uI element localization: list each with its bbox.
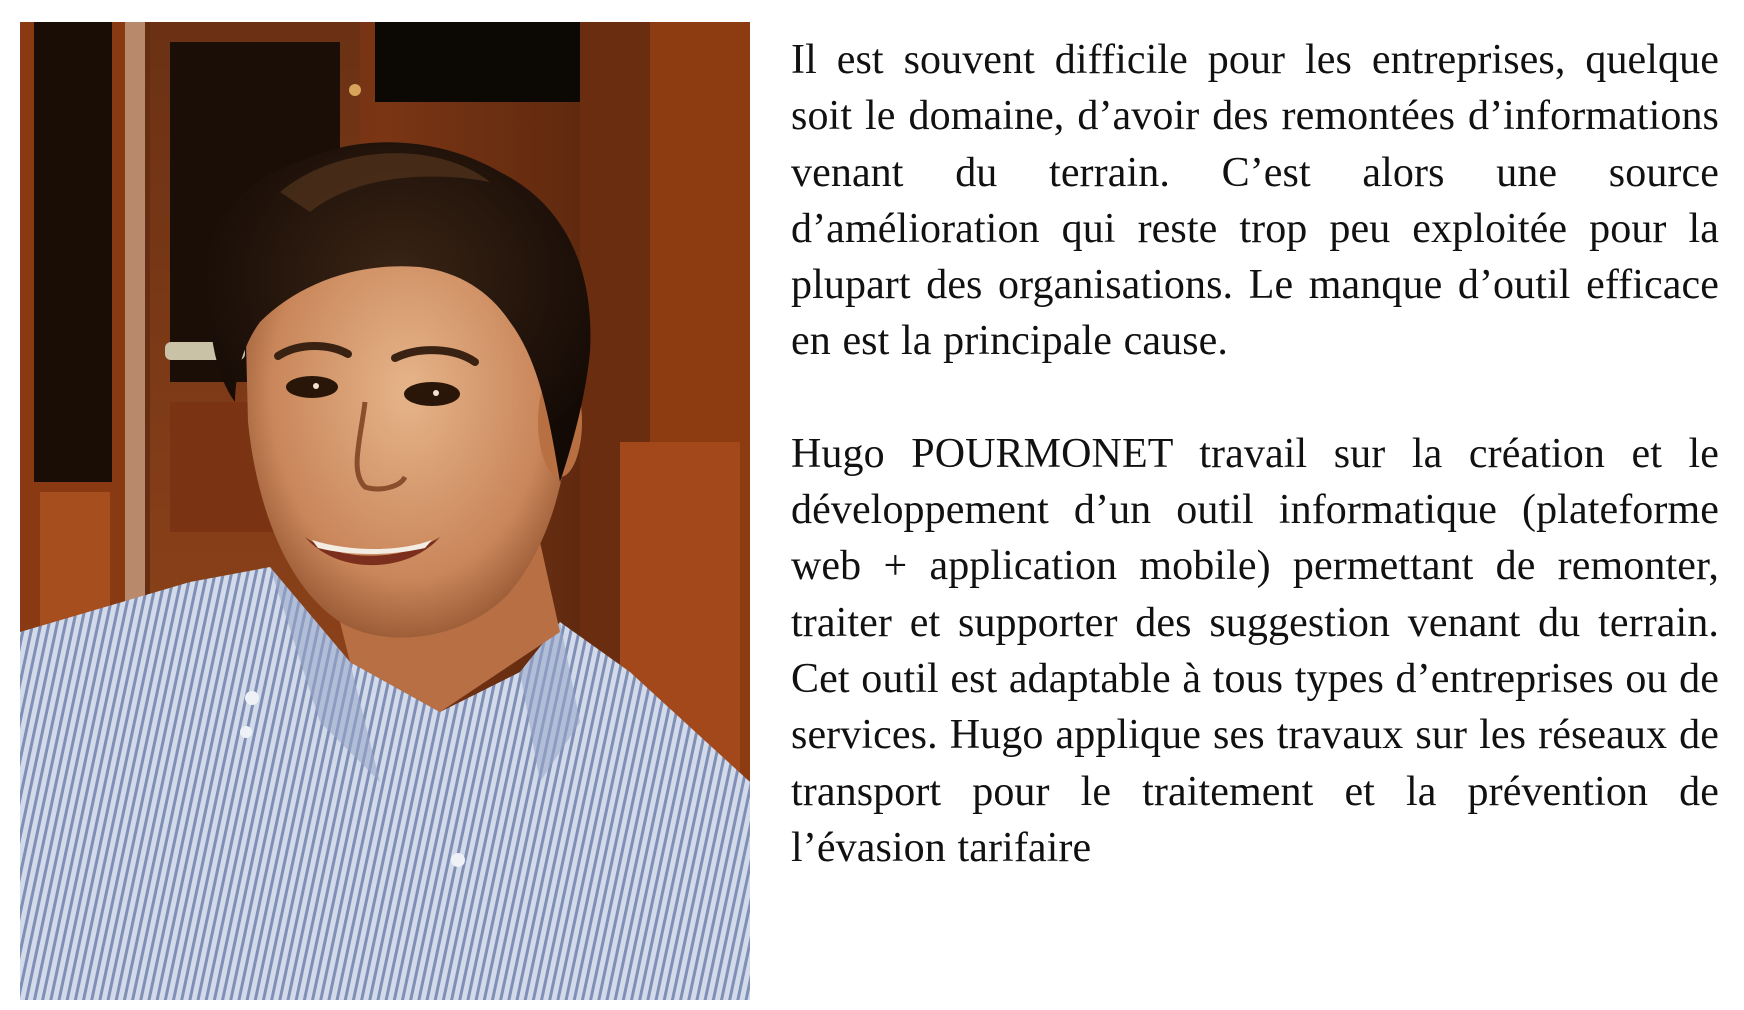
portrait-photo [20,22,750,1000]
paragraph-problem: Il est souvent difficile pour les entreprises, quelque soit le domaine, d’avoir des remontées d’informations venant du terrain. C’est alors une source d’amélioration qui reste trop peu exploitée pour la plupart des organisations. Le manque d’outil efficace en est la principale cause. [791,37,1719,365]
article-text [791,32,1719,876]
paragraph-project: Hugo POURMONET travail sur la création et le développement d’un outil informatique (plateforme web + application mobile) permettant de remonter, traiter et supporter des suggestion venant du terrain. Cet outil est adaptable à tous types d’entreprises ou de services. Hugo applique ses travaux sur les réseaux de transport pour le traitement et la prévention de l’évasion tarifaire [791,430,1719,871]
